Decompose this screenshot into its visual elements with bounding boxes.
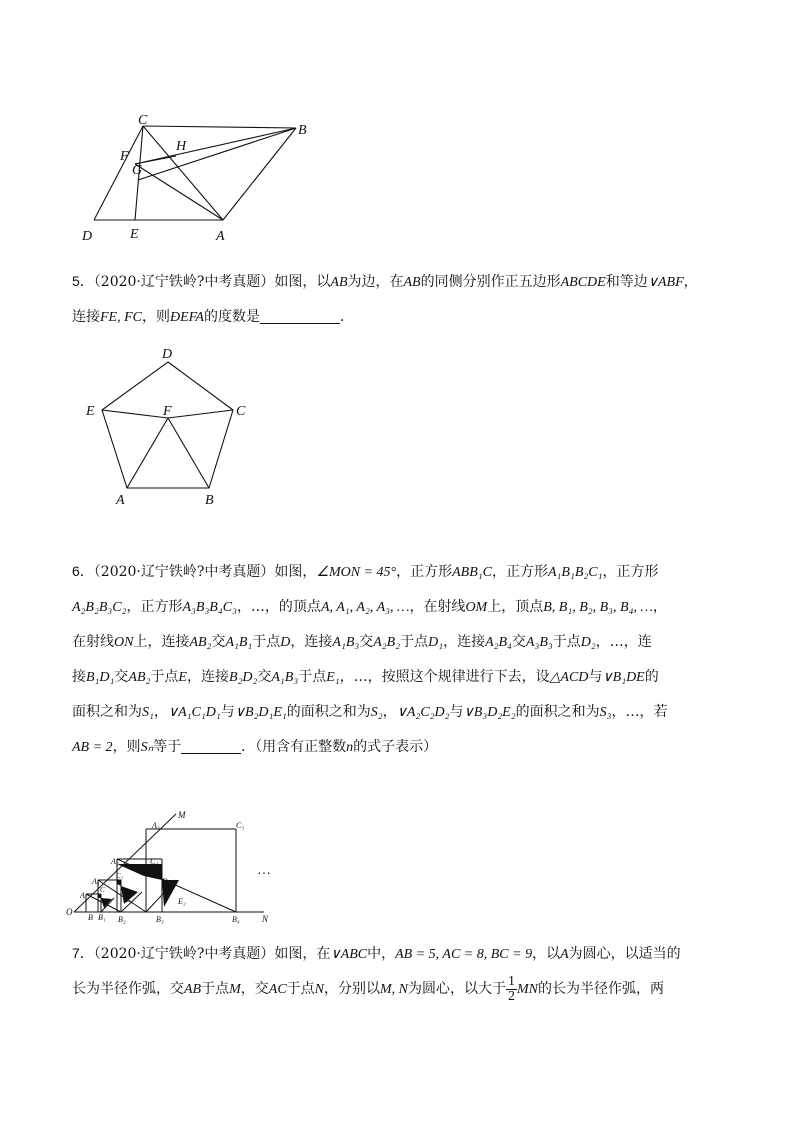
- math-sum: S₂: [370, 705, 383, 720]
- label-E2: E₂: [178, 897, 186, 906]
- label-A3: A₃: [152, 821, 160, 830]
- question-text: ，正方形: [126, 599, 183, 615]
- math-triangle: △ACD: [549, 670, 589, 685]
- math-square: A₁B₁B₂C₁: [547, 565, 603, 580]
- math-sum: S₁: [142, 705, 154, 720]
- answer-blank[interactable]: [260, 309, 340, 324]
- math-point: M: [229, 982, 241, 997]
- question-number: 6: [72, 563, 80, 579]
- math-square: A₃B₃B₄C₃: [182, 600, 237, 615]
- question-text: 交: [114, 669, 129, 685]
- question-text: ，则: [112, 739, 141, 755]
- math-point: E₁: [326, 670, 340, 685]
- question-number: 7: [72, 945, 80, 961]
- question-text: 长为半径作弧，交: [72, 981, 184, 997]
- label-E: E: [104, 898, 109, 906]
- math-triangle: ∨B₃D₂E₂: [463, 705, 516, 720]
- figure-parallelogram: [80, 112, 320, 247]
- ellipsis: …: [258, 863, 271, 878]
- question-text: 如图，在: [274, 946, 331, 962]
- fraction-numerator: 1: [508, 973, 516, 989]
- question-text: 上，连接: [133, 634, 190, 650]
- question-text: 与: [588, 669, 603, 685]
- figure-squares-svg: [64, 812, 294, 924]
- math-ab: AB: [403, 275, 421, 290]
- math-triangle: ∨A₂C₂D₂: [396, 705, 450, 720]
- math-segment: B₂D₂: [228, 670, 258, 685]
- question-text: 于点: [201, 981, 230, 997]
- math-angle: ÐEFA: [170, 310, 204, 325]
- question-text: ，: [153, 704, 168, 720]
- question-text: 的: [644, 669, 659, 685]
- label-N: N: [262, 914, 269, 924]
- math-segment: A₂B₂: [373, 635, 401, 650]
- label-C: C: [138, 113, 148, 128]
- question-text: ，分别以: [324, 981, 381, 997]
- math-segment: AC: [268, 982, 287, 997]
- label-F: F: [163, 404, 172, 419]
- question-text: ，…，连: [595, 634, 652, 650]
- question-text: ，正方形: [602, 564, 659, 580]
- label-C: C: [236, 404, 246, 419]
- question-text: ，交: [240, 981, 269, 997]
- math-point: A: [560, 947, 569, 962]
- question-text: ，: [382, 704, 397, 720]
- question-source: ．（2020·辽宁铁岭?中考真题）: [79, 946, 275, 962]
- math-segment: A₁B₁: [225, 635, 253, 650]
- math-segment: AB₂: [128, 670, 151, 685]
- label-B3: B₃: [156, 915, 164, 924]
- math-segment: AB: [184, 982, 202, 997]
- question-text: ，在射线: [409, 599, 466, 615]
- question-text: ，: [652, 599, 667, 615]
- label-E: E: [86, 404, 95, 419]
- label-C: C: [100, 886, 105, 894]
- label-D: D: [82, 229, 93, 244]
- question-text: 中，: [367, 946, 396, 962]
- math-point: N: [314, 982, 325, 997]
- math-ray: OM: [465, 600, 488, 615]
- label-D1: D₁: [120, 888, 128, 896]
- question-text: 的面积之和为: [286, 704, 371, 720]
- question-5: [72, 264, 732, 335]
- label-B2: B₂: [118, 915, 126, 924]
- label-A2: A₂: [111, 857, 119, 866]
- question-text: 于点: [150, 669, 179, 685]
- question-text: 如图，: [274, 564, 317, 580]
- math-given: AB = 5, AC = 8, BC = 9: [395, 947, 533, 962]
- question-text: ，连接: [443, 634, 486, 650]
- question-text: 于点: [552, 634, 581, 650]
- question-6: [72, 554, 732, 765]
- question-text: 的面积之和为: [515, 704, 600, 720]
- question-text: 接: [72, 669, 86, 685]
- question-text: 于点: [298, 669, 327, 685]
- question-text: 上，顶点: [487, 599, 544, 615]
- question-text: 的同侧分别作正五边形: [420, 274, 561, 290]
- math-point: E: [178, 670, 187, 685]
- label-G: G: [132, 163, 143, 178]
- question-text: 于点: [400, 634, 429, 650]
- question-text: ，连接: [186, 669, 229, 685]
- question-text: 于点: [252, 634, 281, 650]
- math-points: M, N: [380, 982, 409, 997]
- math-segments: FE, FC: [100, 310, 142, 325]
- math-points: B, B₁, B₂, B₃, B₄, …: [543, 600, 653, 615]
- question-text: 于点: [286, 981, 315, 997]
- label-O: O: [66, 907, 73, 917]
- math-sum: Sₙ: [140, 740, 154, 755]
- label-B: B: [298, 123, 307, 138]
- label-A: A: [216, 229, 225, 244]
- math-point: D: [280, 635, 291, 650]
- question-text: 与: [449, 704, 464, 720]
- label-C1: C₁: [116, 872, 124, 880]
- label-H: H: [176, 139, 187, 154]
- question-text: 连接: [72, 309, 100, 325]
- question-number: 5: [72, 273, 80, 289]
- label-E: E: [130, 227, 139, 242]
- math-variable: n: [346, 740, 354, 755]
- question-text: 交: [211, 634, 226, 650]
- math-segment: A₃B₃: [525, 635, 553, 650]
- label-E1: E₁: [126, 896, 133, 904]
- question-text: 面积之和为: [72, 704, 142, 720]
- question-text: ，连接: [290, 634, 333, 650]
- question-text: 交: [359, 634, 374, 650]
- question-text: 与: [220, 704, 235, 720]
- question-text: 和等边: [605, 274, 648, 290]
- math-segment: A₁B₃: [271, 670, 299, 685]
- label-M: M: [178, 810, 186, 820]
- label-A1: A₁: [92, 877, 100, 886]
- question-text: ．: [339, 309, 354, 325]
- math-segment: A₁B₃: [332, 635, 360, 650]
- question-text: ，…，按照这个规律进行下去，设: [339, 669, 550, 685]
- question-text: 等于: [153, 739, 182, 755]
- math-given: AB = 2: [72, 740, 113, 755]
- math-point: D₂: [580, 635, 596, 650]
- question-text: 的长为半径作弧，两: [538, 981, 665, 997]
- math-triangle: ∨ABC: [330, 947, 368, 962]
- math-triangle: ∨A₁C₁D₁: [167, 705, 221, 720]
- label-C3: C₃: [236, 821, 245, 830]
- question-source: ．（2020·辽宁铁岭?中考真题）: [79, 274, 275, 290]
- question-text: ，正方形: [491, 564, 548, 580]
- question-text: 如图，以: [274, 274, 331, 290]
- question-text: 为边，在: [347, 274, 404, 290]
- fraction-one-half: [506, 975, 517, 1004]
- label-B: B: [205, 493, 214, 508]
- math-segment: A₂B₄: [485, 635, 512, 650]
- question-text: 的度数是: [203, 309, 260, 325]
- math-angle: ∠MON = 45°: [316, 565, 397, 580]
- question-text: ，: [683, 274, 698, 290]
- math-square: ABB₁C: [452, 565, 492, 580]
- label-A: A: [116, 493, 125, 508]
- figure-squares: [64, 812, 294, 924]
- math-triangle: ∨B₂D₁E₁: [234, 705, 287, 720]
- label-C2: C₂: [150, 857, 159, 866]
- label-A: A: [80, 891, 85, 900]
- question-text: 为圆心，以大于: [408, 981, 507, 997]
- question-text: ．（用含有正整数: [241, 739, 347, 755]
- math-segment: MN: [517, 982, 539, 997]
- answer-blank[interactable]: [181, 739, 241, 754]
- question-text: ，正方形: [396, 564, 453, 580]
- fraction-denominator: 2: [508, 988, 516, 1004]
- math-sum: S₃: [599, 705, 612, 720]
- label-F: F: [120, 149, 129, 164]
- question-text: ，以: [532, 946, 561, 962]
- question-text: 在射线: [72, 634, 114, 650]
- figure-pentagon-svg: [84, 344, 254, 510]
- question-text: 为圆心，以适当的: [568, 946, 681, 962]
- label-D2: D₂: [162, 877, 171, 886]
- label-D: D: [162, 347, 173, 362]
- math-points: A, A₁, A₂, A₃, …: [320, 600, 410, 615]
- question-source: ．（2020·辽宁铁岭?中考真题）: [79, 564, 275, 580]
- math-ab: AB: [330, 275, 348, 290]
- math-point: D₁: [428, 635, 444, 650]
- question-text: 交: [257, 669, 272, 685]
- question-text: ，…，若: [611, 704, 668, 720]
- label-B: B: [88, 913, 93, 922]
- math-square: A₂B₂B₃C₂: [72, 600, 127, 615]
- question-text: 交: [511, 634, 526, 650]
- question-text: ，则: [142, 309, 170, 325]
- math-triangle: ∨ABF: [647, 275, 684, 290]
- label-B1: B₁: [98, 913, 106, 922]
- math-pentagon: ABCDE: [560, 275, 606, 290]
- figure-parallelogram-svg: [80, 112, 320, 247]
- question-text: ，…，的顶点: [236, 599, 321, 615]
- label-B4: B₄: [232, 915, 240, 924]
- question-text: 的式子表示）: [353, 739, 438, 755]
- math-triangle: ∨B₁DE: [602, 670, 645, 685]
- figure-pentagon: [84, 344, 254, 510]
- question-7: [72, 936, 732, 1007]
- math-ray: ON: [114, 635, 134, 650]
- math-segment: B₁D₁: [86, 670, 115, 685]
- math-segment: AB₂: [189, 635, 212, 650]
